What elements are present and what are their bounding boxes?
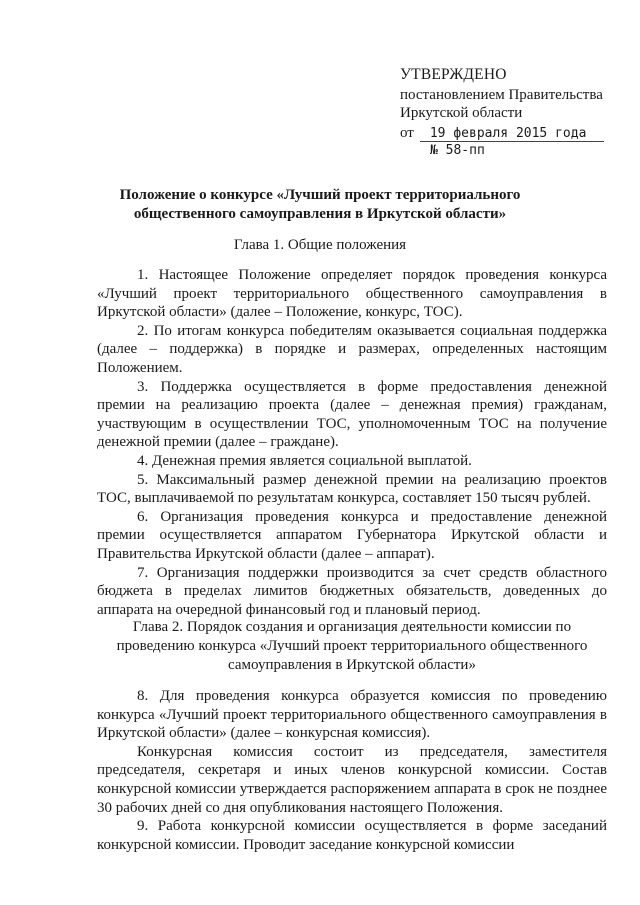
approval-block: [400, 66, 632, 160]
title-line-2: общественного самоуправления в Иркутской области»: [133, 206, 507, 222]
approval-line-1: постановлением Правительства: [400, 87, 603, 103]
paragraph-8: 8. Для проведения конкурса образуется комиссия по проведению конкурса «Лучший проект территориального общественного самоуправления в Иркутской области» (далее – конкурсная комиссия).: [97, 688, 607, 742]
paragraph-4: 4. Денежная премия является социальной выплатой.: [137, 452, 472, 469]
chapter-2-body: [97, 687, 607, 854]
paragraph-1: 1. Настоящее Положение определяет порядок проведения конкурса «Лучший проект территориального общественного самоуправления в Иркутской области» (далее – Положение, конкурс, ТОС).: [97, 267, 607, 321]
paragraph-5: 5. Максимальный размер денежной премии на реализацию проектов ТОС, выплачиваемой по результатам конкурса, составляет 150 тысяч рублей.: [97, 471, 607, 507]
approval-date-line: [400, 125, 632, 142]
approval-heading: УТВЕРЖДЕНО: [400, 66, 507, 83]
approval-from-label: от: [400, 125, 414, 141]
chapter-2-heading-line-1: Глава 2. Порядок создания и организация деятельности комиссии по: [132, 619, 572, 635]
chapter-2-heading-line-3: самоуправления в Иркутской области»: [228, 657, 476, 673]
chapter-1-heading: Глава 1. Общие положения: [233, 237, 407, 253]
chapter-2-heading-line-2: проведению конкурса «Лучший проект территориального общественного: [116, 638, 588, 654]
chapter-1-body: [97, 266, 607, 619]
approval-line-2: Иркутской области: [400, 105, 523, 121]
approval-date: 19 февраля 2015 года: [420, 126, 604, 142]
paragraph-2: 2. По итогам конкурса победителям оказывается социальная поддержка (далее – поддержка) в порядке и размерах, определенных настоящим Положением.: [97, 322, 607, 376]
title-line-1: Положение о конкурсе «Лучший проект территориального: [119, 187, 521, 203]
paragraph-8-commission: Конкурсная комиссия состоит из председателя, заместителя председателя, секретаря и иных членов конкурсной комиссии. Состав конкурсной комиссии утверждается распоряжением аппарата в срок не позднее 30 рабочих дней со дня опубликования настоящего Положения.: [97, 743, 607, 816]
paragraph-6: 6. Организация проведения конкурса и предоставление денежной премии осуществляется аппаратом Губернатора Иркутской области и Правительства Иркутской области (далее – аппарат).: [97, 508, 607, 562]
paragraph-3: 3. Поддержка осуществляется в форме предоставления денежной премии на реализацию проекта (далее – денежная премия) гражданам, участвующим в осуществлении ТОС, уполномоченным ТОС на получение денежной премии (далее – граждане).: [97, 378, 607, 451]
paragraph-7: 7. Организация поддержки производится за счет средств областного бюджета в пределах лимитов бюджетных обязательств, доведенных до аппарата на очередной финансовый год и плановый период.: [97, 564, 607, 618]
approval-number: № 58-пп: [430, 143, 485, 158]
chapter-2-heading: [97, 618, 607, 675]
document-title: [60, 186, 580, 224]
paragraph-9: 9. Работа конкурсной комиссии осуществляется в форме заседаний конкурсной комиссии. Проводит заседание конкурсной комиссии: [97, 818, 607, 853]
